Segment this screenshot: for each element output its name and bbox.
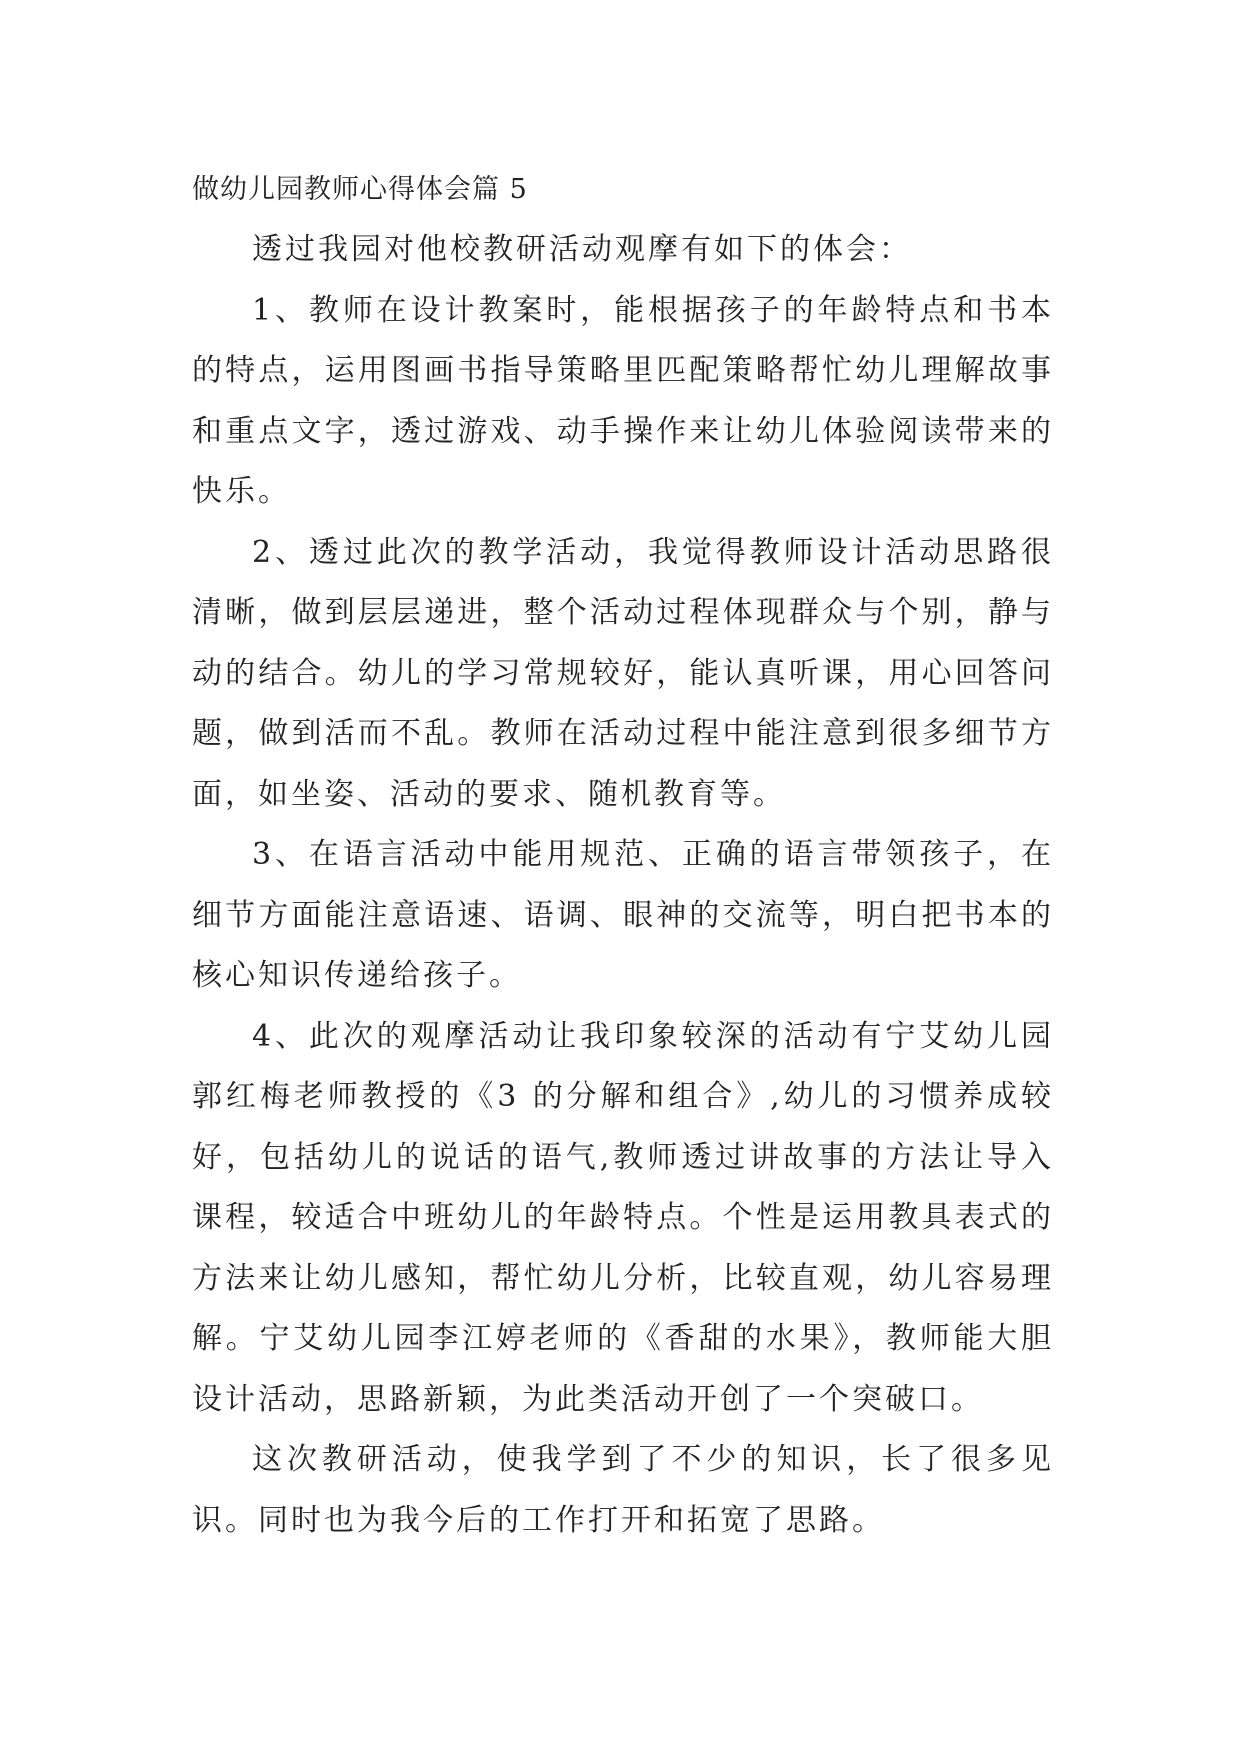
paragraph-conclusion: 这次教研活动，使我学到了不少的知识，长了很多见识。同时也为我今后的工作打开和拓宽了思路。 (192, 1442, 1054, 1538)
paragraph-point-3: 3、在语言活动中能用规范、正确的语言带领孩子，在细节方面能注意语速、语调、眼神的交流等，明白把书本的核心知识传递给孩子。 (192, 837, 1054, 993)
paragraph-intro: 透过我园对他校教研活动观摩有如下的体会： (252, 232, 912, 267)
document-page (192, 160, 1054, 1551)
paragraph-point-2: 2、透过此次的教学活动，我觉得教师设计活动思路很清晰，做到层层递进，整个活动过程体现群众与个别，静与动的结合。幼儿的学习常规较好，能认真听课，用心回答问题，做到活而不乱。教师在活动过程中能注意到很多细节方面，如坐姿、活动的要求、随机教育等。 (192, 534, 1054, 812)
paragraph-point-1: 1、教师在设计教案时，能根据孩子的年龄特点和书本的特点，运用图画书指导策略里匹配策略帮忙幼儿理解故事和重点文字，透过游戏、动手操作来让幼儿体验阅读带来的快乐。 (192, 292, 1054, 509)
paragraph-point-4: 4、此次的观摩活动让我印象较深的活动有宁艾幼儿园郭红梅老师教授的《3 的分解和组合》,幼儿的习惯养成较好，包括幼儿的说话的语气,教师透过讲故事的方法让导入课程，较适合中班幼儿的年龄特点。个性是运用教具表式的方法来让幼儿感知，帮忙幼儿分析，比较直观，幼儿容易理解。宁艾幼儿园李江婷老师的《香甜的水果》，教师能大胆设计活动，思路新颖，为此类活动开创了一个突破口。 (192, 1018, 1054, 1417)
document-title: 做幼儿园教师心得体会篇 5 (192, 174, 528, 205)
